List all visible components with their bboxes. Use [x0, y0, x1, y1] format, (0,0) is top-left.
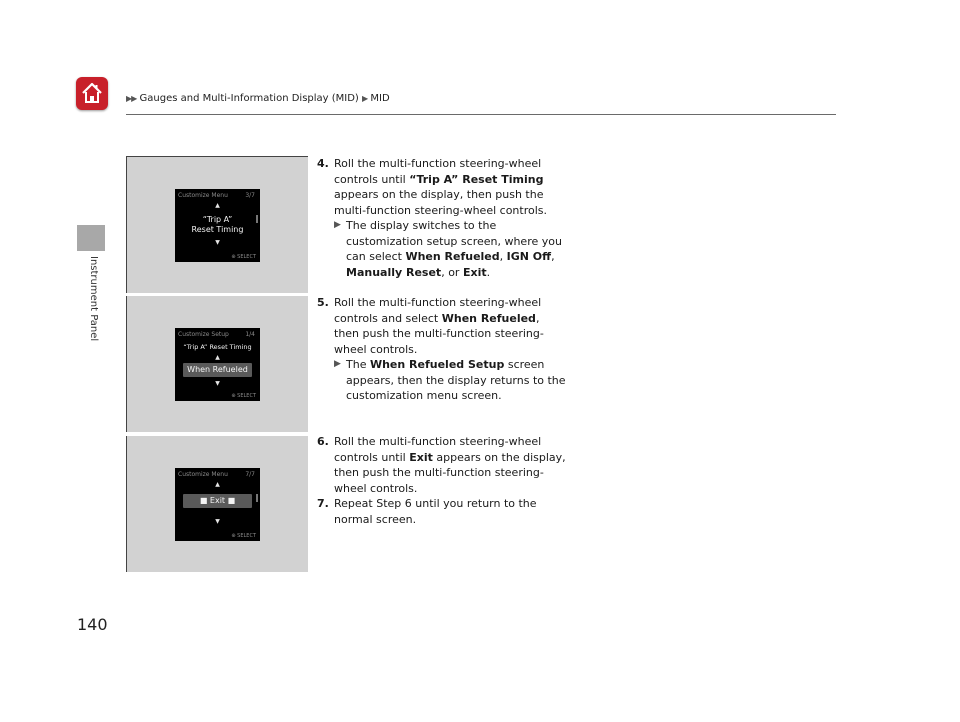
step-result: ▶ The display switches to the customization setup screen, where you can select When Refueled, IGN Off, Manually Reset, or Exit. — [334, 219, 562, 279]
home-button[interactable] — [76, 77, 108, 110]
step-result: ▶ The When Refueled Setup screen appears, then the display returns to the customization menu screen. — [334, 358, 566, 402]
section-tab-marker — [77, 225, 105, 251]
step-number: 4. — [317, 157, 329, 170]
selected-option: ■ Exit ■ — [183, 494, 252, 508]
header-divider — [126, 114, 836, 115]
scroll-indicator — [256, 215, 258, 223]
result-arrow-icon: ▶ — [334, 220, 341, 230]
figure-panel-step5 — [126, 296, 308, 432]
home-icon — [80, 81, 104, 105]
mid-display-screen — [175, 328, 260, 401]
step-text: Roll the multi-function steering-wheel controls until “Trip A” Reset Timing appears on the display, then push the multi-function steering-wheel controls. — [334, 157, 548, 217]
setting-title: “Trip A” Reset Timing — [183, 343, 252, 351]
step-number: 6. — [317, 435, 329, 448]
menu-item-line1: “Trip A” — [202, 215, 233, 224]
scroll-up-icon: ▲ — [215, 202, 220, 209]
screen-header: Customize Setup 1/4 — [178, 331, 255, 338]
step-6 — [317, 434, 567, 496]
step-4 — [317, 156, 567, 280]
figure-panel-step6 — [126, 436, 308, 572]
step-7 — [317, 496, 567, 527]
step-text: Roll the multi-function steering-wheel controls and select When Refueled, then push the multi-function steering-wheel controls. — [334, 296, 544, 356]
selected-option: When Refueled — [183, 363, 252, 377]
screen-footer: ⊕ SELECT — [231, 533, 256, 539]
scroll-down-icon: ▼ — [215, 380, 220, 387]
step-text: Repeat Step 6 until you return to the normal screen. — [334, 497, 537, 526]
scroll-indicator — [256, 494, 258, 502]
breadcrumb-separator-icon: ▶ — [362, 94, 368, 103]
step-5 — [317, 295, 567, 404]
step-number: 7. — [317, 497, 329, 510]
screen-footer: ⊕ SELECT — [231, 254, 256, 260]
page-number: 140 — [77, 615, 108, 634]
scroll-up-icon: ▲ — [215, 354, 220, 361]
figure-panel-step4 — [126, 156, 308, 293]
step-number: 5. — [317, 296, 329, 309]
section-label: Instrument Panel — [88, 256, 99, 342]
scroll-up-icon: ▲ — [215, 481, 220, 488]
breadcrumb-page-link[interactable]: MID — [370, 93, 390, 104]
screen-header: Customize Menu 3/7 — [178, 192, 255, 199]
screen-footer: ⊕ SELECT — [231, 393, 256, 399]
breadcrumb-arrow-icon: ▶▶ — [126, 94, 137, 103]
scroll-down-icon: ▼ — [215, 518, 220, 525]
result-arrow-icon: ▶ — [334, 359, 341, 369]
step-text: Roll the multi-function steering-wheel controls until Exit appears on the display, then push the multi-function steering-wheel controls. — [334, 435, 566, 495]
mid-display-screen — [175, 189, 260, 262]
breadcrumb — [126, 93, 390, 104]
breadcrumb-section-link[interactable]: Gauges and Multi-Information Display (MID) — [139, 93, 359, 104]
mid-display-screen — [175, 468, 260, 541]
scroll-down-icon: ▼ — [215, 239, 220, 246]
screen-header: Customize Menu 7/7 — [178, 471, 255, 478]
menu-item-line2: Reset Timing — [191, 225, 244, 234]
